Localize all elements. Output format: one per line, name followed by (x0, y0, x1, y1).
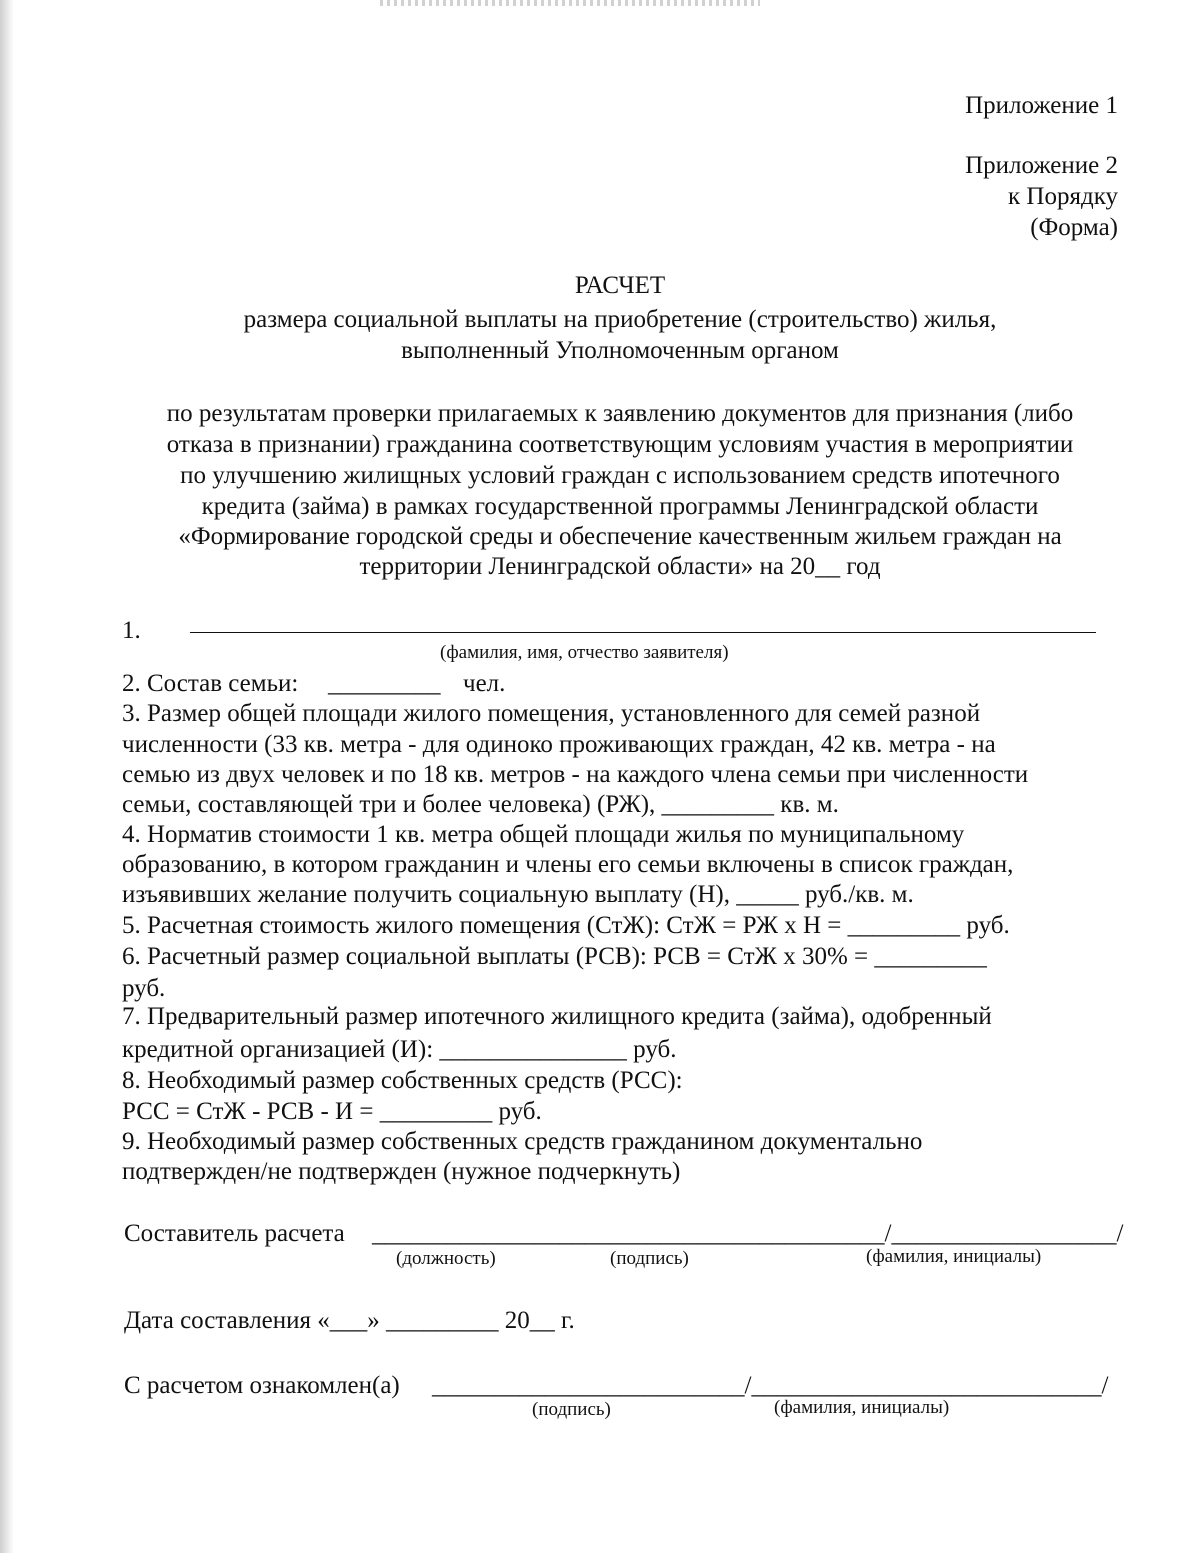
signature-caption: (подпись) (610, 1248, 689, 1269)
annex-line-2: Приложение 2 (965, 152, 1118, 179)
intro-line: по улучшению жилищных условий граждан с использованием средств ипотечного (180, 462, 1060, 489)
annex-line-4: (Форма) (1030, 214, 1118, 241)
intro-line: кредита (займа) в рамках государственной программы Ленинградской области (201, 493, 1039, 520)
family-size-blank: _________ (328, 670, 441, 697)
item-3-line: численности (33 кв. метра - для одиноко проживающих граждан, 42 кв. метра - на (122, 731, 996, 758)
compilation-date: Дата составления «___» _________ 20__ г. (124, 1307, 575, 1334)
name-caption: (фамилия, инициалы) (866, 1246, 1042, 1267)
item-6-line: руб. (122, 975, 166, 1002)
intro-line: территории Ленинградской области» на 20__ год (359, 553, 881, 580)
doc-title: РАСЧЕТ (574, 272, 666, 299)
position-caption: (должность) (396, 1248, 496, 1269)
compiler-signature-line: _________________________________________/__________________/ (372, 1220, 1124, 1247)
item-5-line: 5. Расчетная стоимость жилого помещения (СтЖ): СтЖ = РЖ x Н = _________ руб. (122, 912, 1010, 939)
intro-line: по результатам проверки прилагаемых к заявлению документов для признания (либо (166, 400, 1074, 427)
item-7-line: 7. Предварительный размер ипотечного жилищного кредита (займа), одобренный (122, 1003, 992, 1030)
ack-label: С расчетом ознакомлен(а) (124, 1372, 400, 1399)
annex-line-1: Приложение 1 (965, 92, 1118, 119)
scan-edge-shadow (0, 0, 14, 1553)
applicant-name-line (190, 632, 1096, 633)
applicant-name-caption: (фамилия, имя, отчество заявителя) (440, 642, 729, 663)
item-6-line: 6. Расчетный размер социальной выплаты (РСВ): РСВ = СтЖ x 30% = _________ (122, 943, 987, 970)
item-9-line: подтвержден/не подтвержден (нужное подчеркнуть) (122, 1158, 681, 1185)
item-2-label: 2. Состав семьи: (122, 670, 299, 697)
family-size-unit: чел. (463, 670, 506, 697)
intro-line: «Формирование городской среды и обеспечение качественным жильем граждан на (178, 523, 1062, 550)
item-3-line: семьи, составляющей три и более человека) (РЖ), _________ кв. м. (122, 791, 839, 818)
ack-signature-caption: (подпись) (532, 1399, 611, 1420)
annex-line-3: к Порядку (1008, 183, 1118, 210)
item-7-line: кредитной организацией (И): _______________ руб. (122, 1036, 677, 1063)
compiler-label: Составитель расчета (124, 1220, 345, 1247)
intro-line: отказа в признании) гражданина соответствующим условиям участия в мероприятии (166, 431, 1074, 458)
doc-subtitle-1: размера социальной выплаты на приобретение (строительство) жилья, (243, 306, 997, 333)
item-4-line: образованию, в котором гражданин и члены его семьи включены в список граждан, (122, 851, 1014, 878)
item-3-line: семью из двух человек и по 18 кв. метров - на каждого члена семьи при численности (122, 761, 1029, 788)
item-3-line: 3. Размер общей площади жилого помещения, установленного для семей разной (122, 700, 981, 727)
item-8-line: РСС = СтЖ - РСВ - И = _________ руб. (122, 1098, 542, 1125)
ack-name-caption: (фамилия, инициалы) (774, 1397, 950, 1418)
item-4-line: 4. Норматив стоимости 1 кв. метра общей площади жилья по муниципальному (122, 821, 965, 848)
item-8-line: 8. Необходимый размер собственных средств (РСС): (122, 1067, 683, 1094)
doc-subtitle-2: выполненный Уполномоченным органом (401, 337, 839, 364)
ack-signature-line: _________________________/____________________________/ (432, 1372, 1109, 1399)
scan-top-artifact (380, 0, 760, 6)
item-4-line: изъявивших желание получить социальную выплату (Н), _____ руб./кв. м. (122, 881, 914, 908)
item-1-number: 1. (122, 617, 141, 644)
item-9-line: 9. Необходимый размер собственных средств гражданином документально (122, 1128, 923, 1155)
